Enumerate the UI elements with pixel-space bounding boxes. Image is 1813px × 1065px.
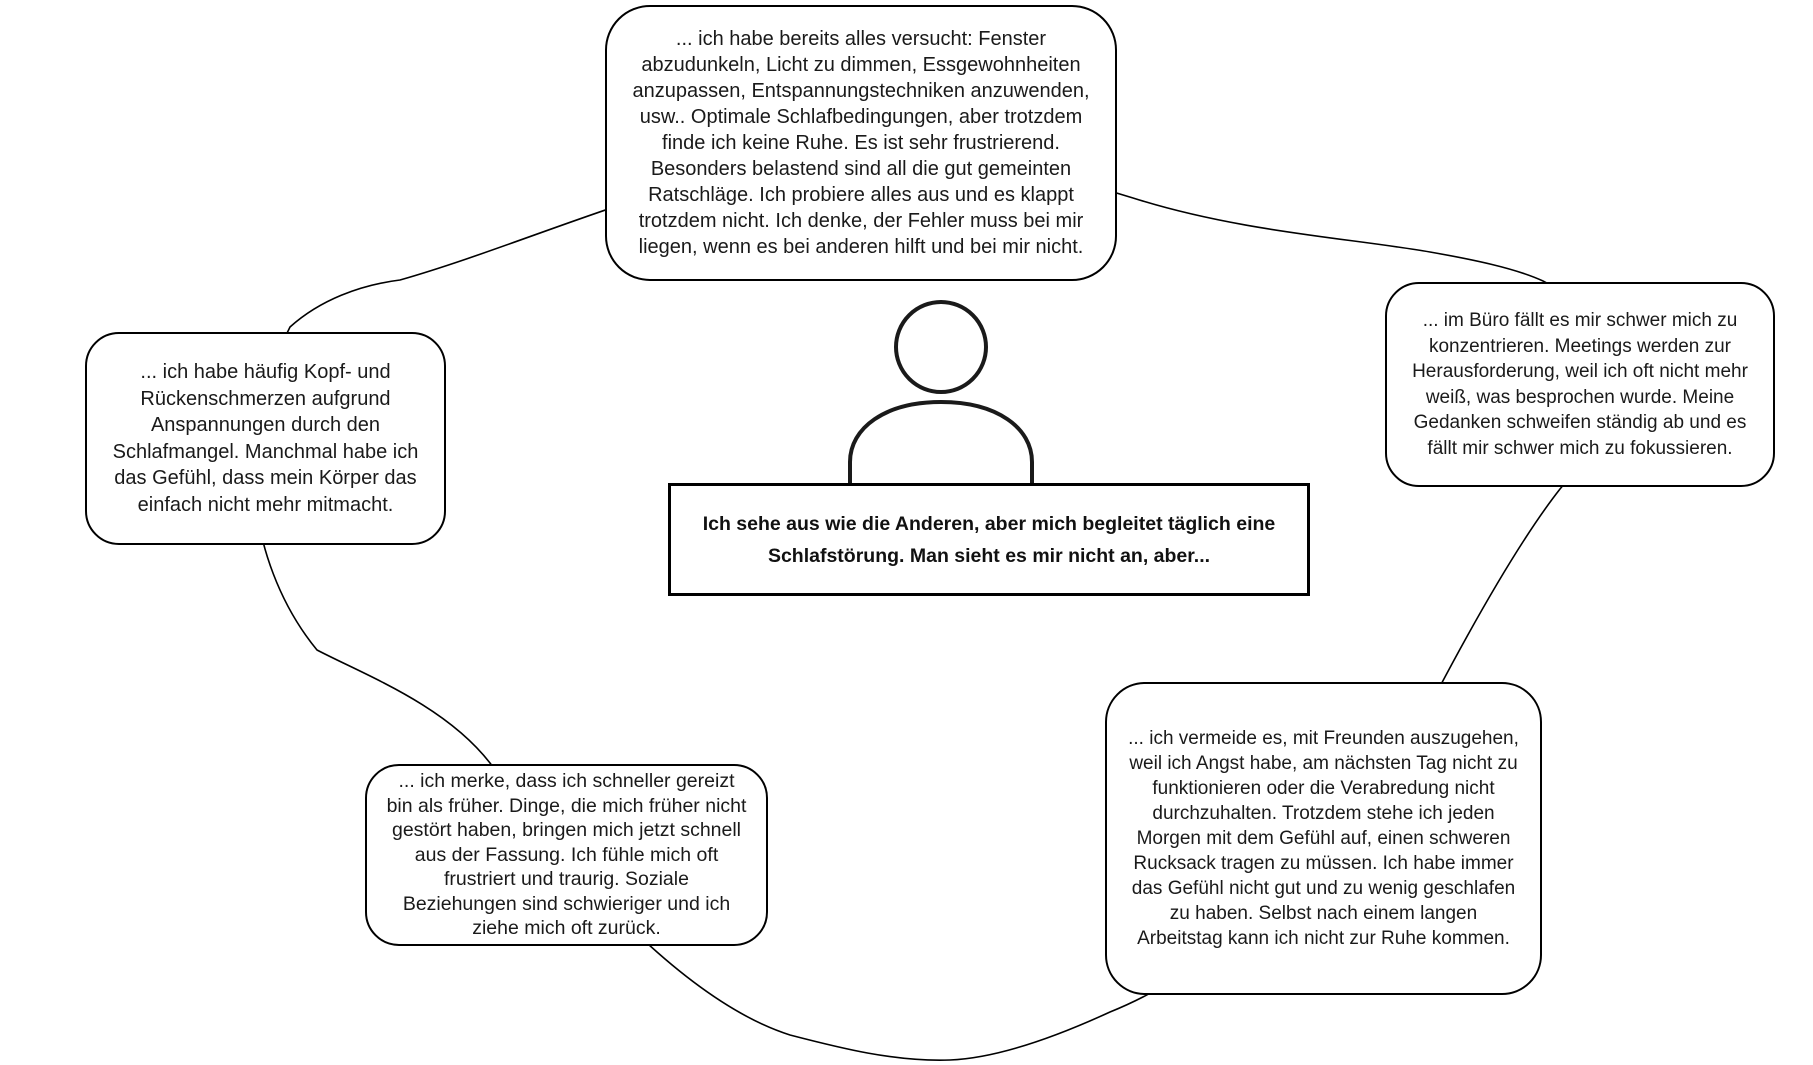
speech-bubble-bottom-left-text: ... ich merke, dass ich schneller gereizt bin als früher. Dinge, die mich früher nicht gestört haben, bringen mich jetzt schnell aus der Fassung. Ich fühle mich oft frustriert und traurig. Soziale Beziehungen sind schwieriger und ich ziehe mich oft zurück. [386, 770, 747, 940]
speech-bubble-right-text: ... im Büro fällt es mir schwer mich zu konzentrieren. Meetings werden zur Herausforderung, weil ich oft nicht mehr weiß, was besprochen wurde. Meine Gedanken schweifen ständig ab und es fällt mir schwer mich zu fokussieren. [1412, 310, 1748, 459]
speech-bubble-top [605, 5, 1117, 281]
center-statement-text: Ich sehe aus wie die Anderen, aber mich begleitet täglich eine Schlafstörung. Man sieht es mir nicht an, aber... [702, 512, 1276, 567]
speech-bubble-top-text: ... ich habe bereits alles versucht: Fenster abzudunkeln, Licht zu dimmen, Essgewohnheiten anzupassen, Entspannungstechniken anzuwenden, usw.. Optimale Schlafbedingungen, aber trotzdem finde ich keine Ruhe. Es ist sehr frustrierend. Besonders belastend sind all die gut gemeinten Ratschläge. Ich probiere alles aus und es klappt trotzdem nicht. Ich denke, der Fehler muss bei mir liegen, wenn es bei anderen hilft und bei mir nicht. [632, 28, 1090, 258]
speech-bubble-right [1385, 282, 1775, 487]
speech-bubble-bottom-left [365, 764, 768, 946]
person-shoulders-icon [850, 402, 1032, 483]
speech-bubble-left [85, 332, 446, 545]
person-head-icon [896, 302, 986, 392]
center-statement-box [668, 483, 1310, 596]
speech-bubble-bottom-right [1105, 682, 1542, 995]
speech-bubble-left-text: ... ich habe häufig Kopf- und Rückenschmerzen aufgrund Anspannungen durch den Schlafmangel. Manchmal habe ich das Gefühl, dass mein Körper das einfach nicht mehr mitmacht. [112, 361, 419, 516]
speech-bubble-bottom-right-text: ... ich vermeide es, mit Freunden auszugehen, weil ich Angst habe, am nächsten Tag nicht zu funktionieren oder die Verabredung nicht durchzuhalten. Trotzdem stehe ich jeden Morgen mit dem Gefühl auf, einen schweren Rucksack tragen zu müssen. Ich habe immer das Gefühl nicht gut und zu wenig geschlafen zu haben. Selbst nach einem langen Arbeitstag kann ich nicht zur Ruhe kommen. [1128, 728, 1519, 949]
